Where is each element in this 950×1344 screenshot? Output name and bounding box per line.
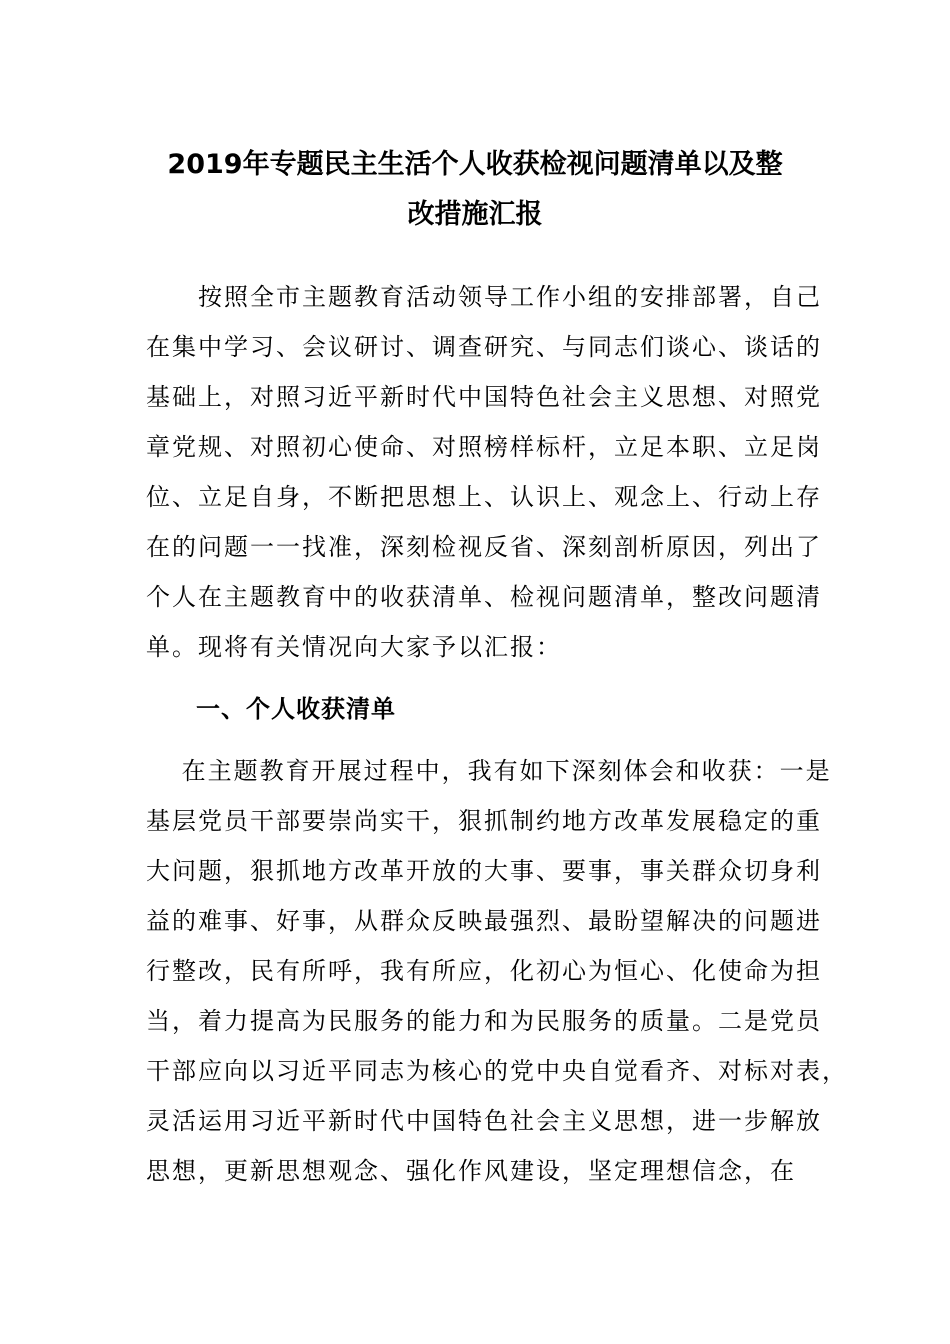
section1-line: 当，着力提高为民服务的能力和为民服务的质量。二是党员: [146, 1007, 822, 1035]
intro-line: 位、立足自身，不断把思想上、认识上、观念上、行动上存: [146, 483, 822, 511]
intro-line: 个人在主题教育中的收获清单、检视问题清单，整改问题清: [146, 583, 822, 611]
section1-paragraph: [146, 746, 848, 1196]
title-line-2: 改措施汇报: [407, 199, 543, 230]
intro-line: 按照全市主题教育活动领导工作小组的安排部署，自己: [146, 283, 822, 311]
section1-line: 益的难事、好事，从群众反映最强烈、最盼望解决的问题进: [146, 907, 822, 935]
section1-line: 行整改，民有所呼，我有所应，化初心为恒心、化使命为担: [146, 957, 822, 985]
intro-line: 基础上，对照习近平新时代中国特色社会主义思想、对照党: [146, 383, 822, 411]
section1-line: 思想，更新思想观念、强化作风建设，坚定理想信念，在: [146, 1157, 796, 1185]
title-line-1: 2019年专题民主生活个人收获检视问题清单以及整: [167, 149, 783, 180]
intro-line: 章党规、对照初心使命、对照榜样标杆，立足本职、立足岗: [146, 433, 822, 461]
section1-line: 大问题，狠抓地方改革开放的大事、要事，事关群众切身利: [146, 857, 822, 885]
intro-line: 在集中学习、会议研讨、调查研究、与同志们谈心、谈话的: [146, 333, 822, 361]
document-title: [130, 140, 820, 240]
section1-line: 在主题教育开展过程中，我有如下深刻体会和收获：一是: [146, 757, 832, 785]
section1-line: 基层党员干部要崇尚实干，狠抓制约地方改革发展稳定的重: [146, 807, 822, 835]
section1-line: 干部应向以习近平同志为核心的党中央自觉看齐、对标对表，: [146, 1057, 848, 1085]
section1-line: 灵活运用习近平新时代中国特色社会主义思想，进一步解放: [146, 1107, 822, 1135]
intro-line: 单。现将有关情况向大家予以汇报：: [146, 633, 562, 661]
section-heading-personal-gains: 一、个人收获清单: [146, 695, 396, 723]
intro-line: 在的问题一一找准，深刻检视反省、深刻剖析原因，列出了: [146, 533, 822, 561]
intro-paragraph: [146, 272, 822, 672]
